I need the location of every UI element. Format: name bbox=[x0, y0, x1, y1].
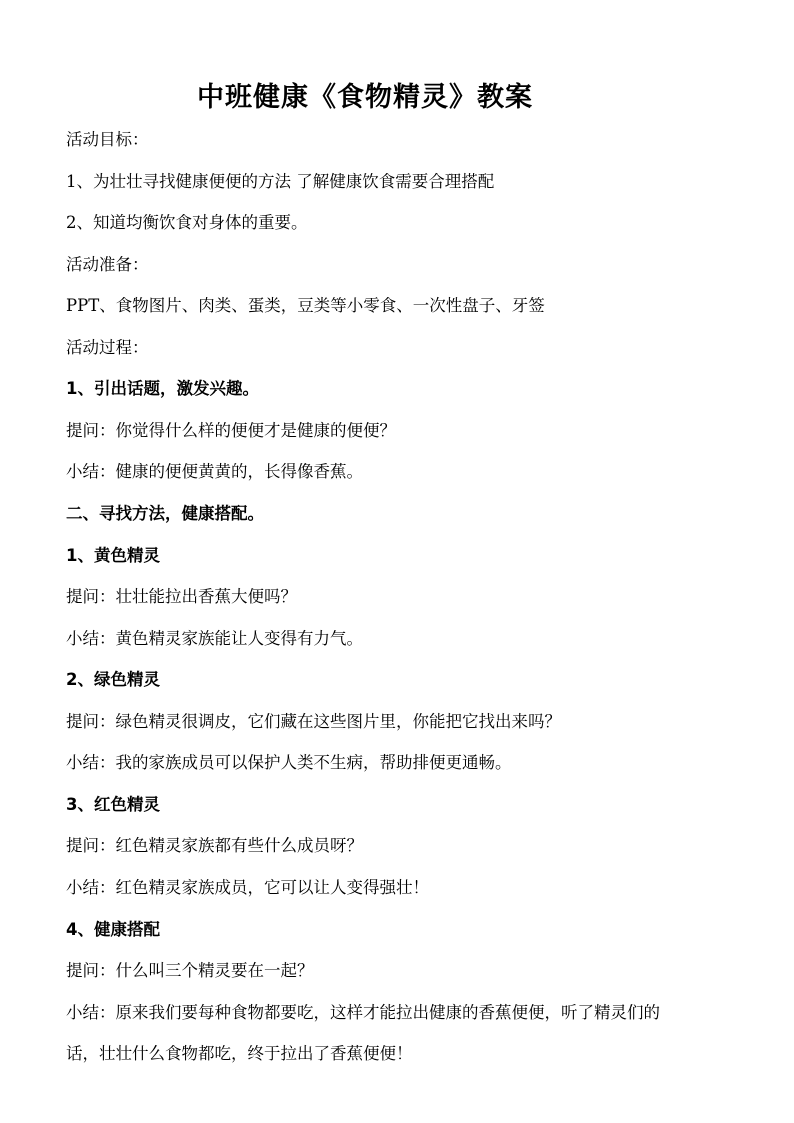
question-text: 提问：绿色精灵很调皮，它们藏在这些图片里，你能把它找出来吗？ bbox=[66, 712, 561, 731]
subheading-green-elf: 2、绿色精灵 bbox=[66, 670, 160, 689]
question-text: 提问：红色精灵家族都有些什么成员呀？ bbox=[66, 836, 363, 855]
summary-text: 小结：原来我们要每种食物都要吃，这样才能拉出健康的香蕉便便，听了精灵们的 bbox=[66, 1003, 660, 1022]
question-text: 提问：什么叫三个精灵要在一起？ bbox=[66, 961, 314, 980]
goal-item-2: 2、知道均衡饮食对身体的重要。 bbox=[66, 213, 308, 232]
summary-text: 小结：我的家族成员可以保护人类不生病，帮助排便更通畅。 bbox=[66, 753, 512, 772]
subheading-yellow-elf: 1、黄色精灵 bbox=[66, 546, 160, 565]
section-heading-preparation: 活动准备： bbox=[66, 255, 149, 274]
goal-item-1: 1、为壮壮寻找健康便便的方法 了解健康饮食需要合理搭配 bbox=[66, 172, 495, 191]
document-title: 中班健康《食物精灵》教案 bbox=[197, 82, 533, 113]
summary-text: 小结：红色精灵家族成员，它可以让人变得强壮！ bbox=[66, 878, 429, 897]
subheading-healthy-combo: 4、健康搭配 bbox=[66, 920, 160, 939]
preparation-text: PPT、食物图片、肉类、蛋类，豆类等小零食、一次性盘子、牙签 bbox=[66, 296, 545, 315]
step-heading-methods: 二、寻找方法，健康搭配。 bbox=[66, 504, 264, 523]
question-text: 提问：壮壮能拉出香蕉大便吗？ bbox=[66, 587, 297, 606]
subheading-red-elf: 3、红色精灵 bbox=[66, 795, 160, 814]
step-heading-intro: 1、引出话题，激发兴趣。 bbox=[66, 379, 259, 398]
summary-text-continued: 话，壮壮什么食物都吃，终于拉出了香蕉便便！ bbox=[66, 1044, 413, 1063]
summary-text: 小结：健康的便便黄黄的，长得像香蕉。 bbox=[66, 462, 363, 481]
section-heading-goals: 活动目标： bbox=[66, 130, 149, 149]
summary-text: 小结：黄色精灵家族能让人变得有力气。 bbox=[66, 629, 363, 648]
question-text: 提问：你觉得什么样的便便才是健康的便便？ bbox=[66, 421, 396, 440]
section-heading-process: 活动过程： bbox=[66, 338, 149, 357]
